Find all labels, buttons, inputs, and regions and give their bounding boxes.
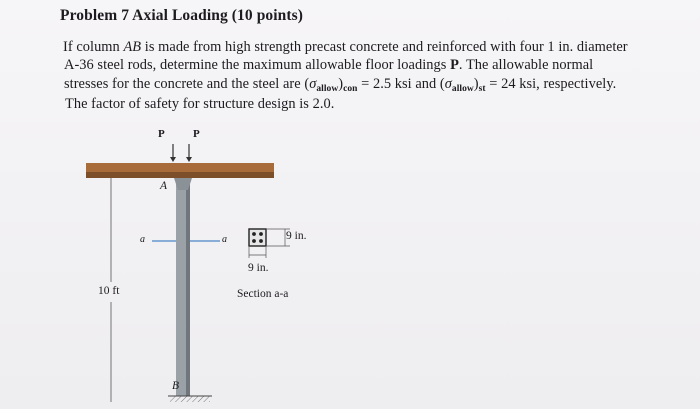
point-a-label: A: [160, 180, 168, 192]
sigma-symbol: σ: [444, 76, 452, 92]
rebar-4: [259, 239, 263, 243]
section-width-label: 9 in.: [248, 262, 269, 274]
text-segment: A-36 steel rods, determine the maximum allowable floor loadings: [64, 57, 451, 73]
text-segment: is made from high strength precast concrete and reinforced with four 1 in. diameter: [141, 39, 628, 55]
statement-line-4: The factor of safety for structure design is 2.0.: [65, 96, 335, 112]
column-label-ab: AB: [123, 39, 142, 55]
text-segment: stresses for the concrete and the steel are (: [64, 76, 310, 92]
text-segment: . The allowable normal: [458, 57, 594, 73]
subscript-allow: allow: [316, 84, 339, 94]
section-square: [249, 229, 266, 246]
sigma-symbol: σ: [309, 76, 317, 92]
column-shadow: [186, 178, 190, 396]
text-segment: = 24 ksi, respectively.: [485, 76, 617, 92]
load-symbol-p: P: [450, 57, 459, 73]
arrow-head-right: [186, 157, 192, 162]
floor-beam: [86, 163, 274, 173]
floor-beam-underside: [86, 172, 274, 178]
section-caption: Section a-a: [237, 288, 289, 300]
section-depth-label: 9 in.: [286, 230, 307, 242]
cross-section: [249, 229, 290, 258]
point-b-label: B: [172, 380, 180, 392]
text-segment: = 2.5 ksi and (: [357, 76, 445, 92]
rebar-3: [252, 239, 256, 243]
section-mark-left: a: [140, 234, 145, 245]
subscript-st: st: [478, 84, 486, 94]
load-label-left: P: [158, 128, 165, 140]
load-arrows: [170, 144, 192, 162]
height-dimension-label: 10 ft: [98, 285, 120, 297]
subscript-con: con: [343, 84, 358, 94]
section-mark-right: a: [222, 234, 227, 245]
rebar-1: [252, 232, 256, 236]
arrow-head-left: [170, 157, 176, 162]
statement-line-3: stresses for the concrete and the steel are $(\sigma_{allow})_{con} = 2.5$ ksi and $(\sigma_{allow})_{st} = 24$ ksi, respectively.: [64, 76, 617, 94]
rebar-2: [259, 232, 263, 236]
problem-title: Problem 7 Axial Loading (10 points): [60, 7, 304, 24]
subscript-allow: allow: [451, 84, 474, 94]
text-segment: If column: [63, 39, 124, 55]
load-label-right: P: [193, 128, 200, 140]
column-body: [176, 178, 187, 396]
ground-hatch: [170, 396, 210, 402]
